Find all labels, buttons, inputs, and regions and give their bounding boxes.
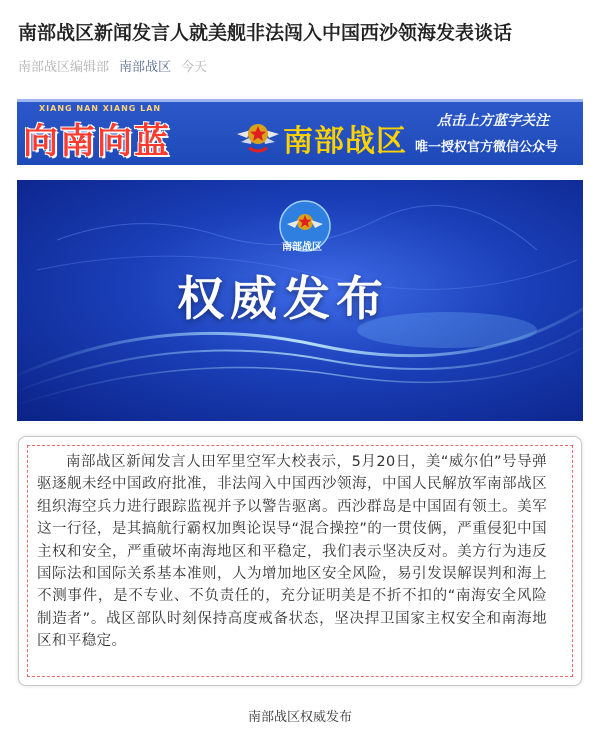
banner-brand: 南部战区: [283, 124, 407, 159]
banner-slogan: 向南向蓝: [23, 122, 172, 162]
follow-banner[interactable]: [17, 99, 583, 165]
account-link[interactable]: 南部战区: [119, 60, 172, 75]
statement-box: [18, 436, 582, 686]
banner-follow-text: 点击上方蓝字关注: [437, 113, 549, 129]
article-title: 南部战区新闻发言人就美舰非法闯入中国西沙领海发表谈话: [18, 22, 513, 44]
footer-caption: 南部战区权威发布: [247, 710, 352, 725]
hero-image: [17, 180, 583, 421]
emblem-icon: [235, 112, 281, 158]
banner-authorized-text: 唯一授权官方微信公众号: [415, 140, 559, 155]
article-meta: [18, 56, 207, 75]
statement-text: 南部战区新闻发言人田军里空军大校表示，5月20日，美“威尔伯”号导弹驱逐舰未经中国政府批准，非法闯入中国西沙领海，中国人民解放军南部战区组织海空兵力进行跟踪监视并予以警告驱离。西沙群岛是中国固有领土。美军这一行径，是其搞航行霸权加舆论误导“混合操控”的一贯伎俩，严重侵犯中国主权和安全，严重破坏南海地区和平稳定，我们表示坚决反对。美方行为违反国际法和国际关系基本准则，人为增加地区安全风险，易引发误解误判和海上不测事件，是不专业、不负责任的，充分证明美是不折不扣的“南海安全风险制造者”。战区部队时刻保持高度戒备状态，坚决捍卫国家主权安全和南海地区和平稳定。: [37, 454, 547, 650]
publish-time: 今天: [181, 60, 208, 75]
banner-small-text: XIANG NAN XIANG LAN: [39, 104, 162, 113]
article-source: 南部战区编辑部: [18, 60, 110, 75]
badge-label: 南部战区: [282, 242, 322, 253]
hero-headline: 权威发布: [177, 272, 389, 327]
